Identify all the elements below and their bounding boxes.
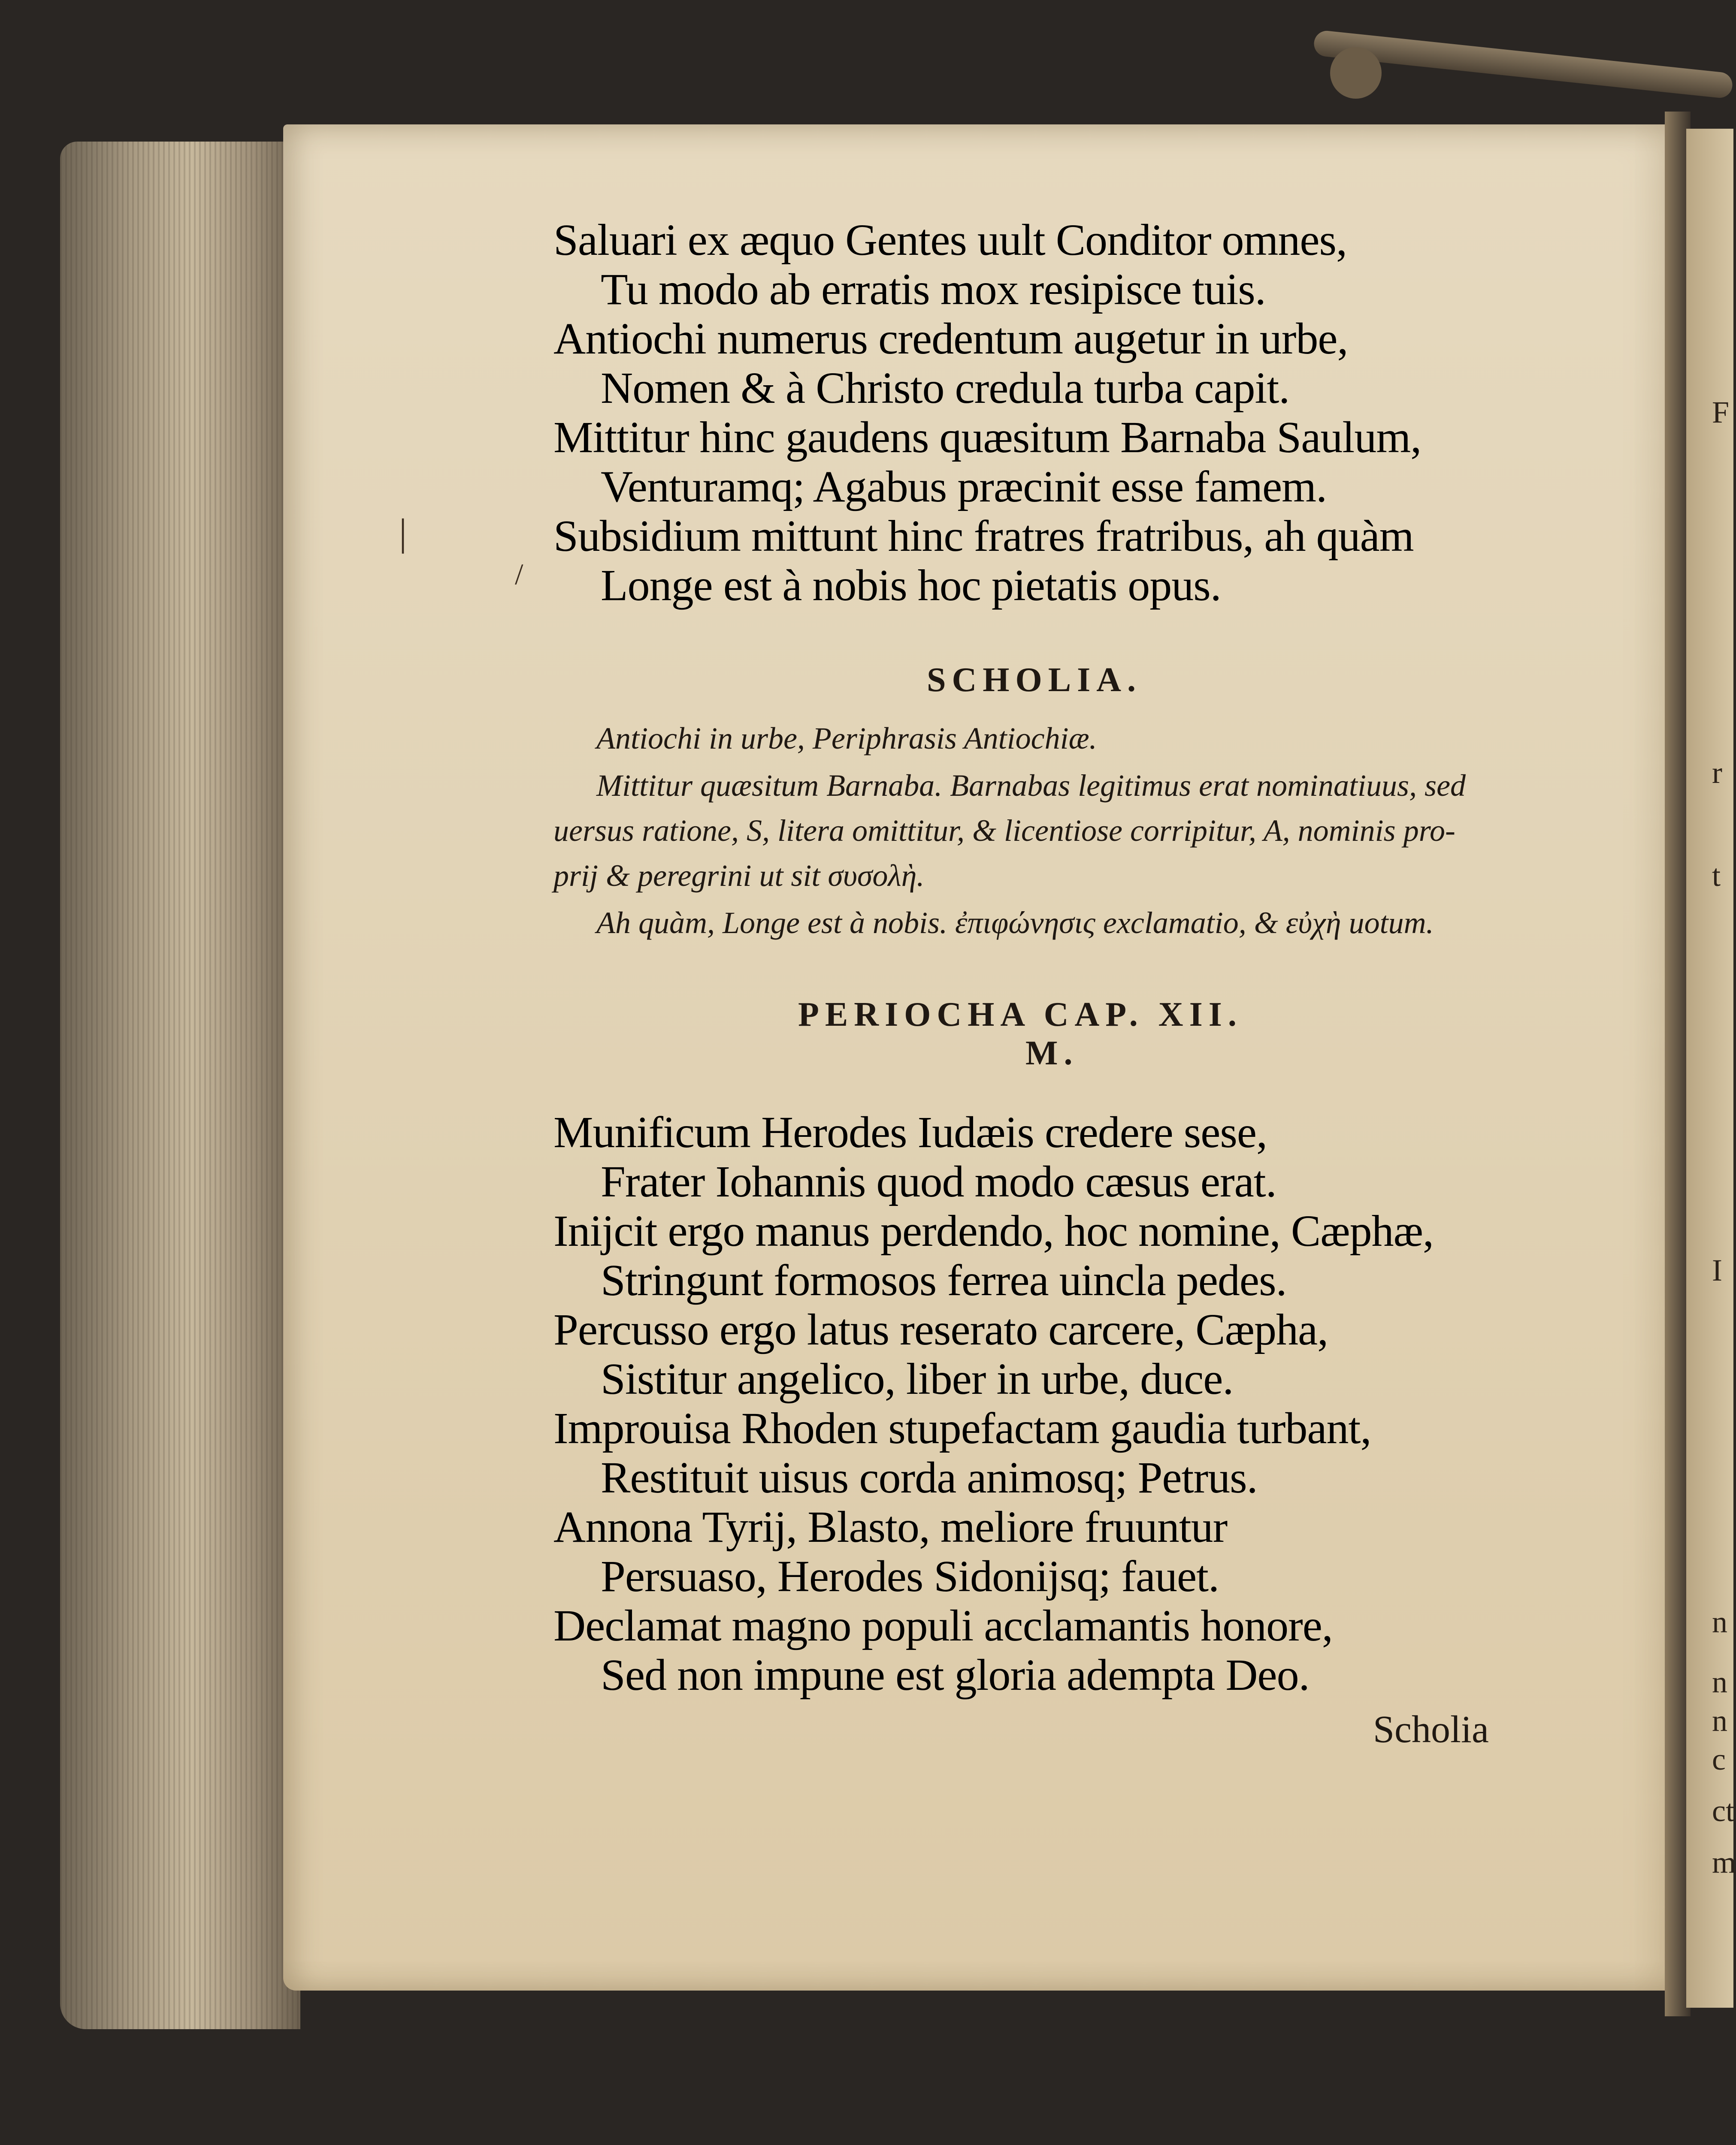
scholia-line: uersus ratione, S, litera omittitur, & licentiose corripitur, A, nominis pro- (553, 813, 1456, 848)
verse-line: Frater Iohannis quod modo cæsus erat. (601, 1157, 1276, 1206)
periocha-subheading: M. (1025, 1034, 1079, 1072)
verse-line: Persuaso, Herodes Sidonijsq; fauet. (601, 1552, 1219, 1601)
facing-page-glyph: I (1712, 1253, 1722, 1287)
verse-line: Mittitur hinc gaudens quæsitum Barnaba Saulum, (553, 413, 1421, 462)
scholia-line: Mittitur quæsitum Barnaba. Barnabas legitimus erat nominatiuus, sed (596, 768, 1466, 803)
facing-page-glyph: m (1712, 1845, 1736, 1879)
verse-line: Inijcit ergo manus perdendo, hoc nomine, Cæphæ, (553, 1206, 1434, 1256)
catchword: Scholia (1373, 1708, 1489, 1751)
scholia-heading: SCHOLIA. (927, 661, 1142, 699)
margin-mark: | (399, 511, 407, 554)
margin-mark: / (515, 558, 523, 591)
verse-line: Sistitur angelico, liber in urbe, duce. (601, 1354, 1234, 1404)
verse-line: Munificum Herodes Iudæis credere sese, (553, 1108, 1267, 1157)
verse-line: Restituit uisus corda animosq; Petrus. (601, 1453, 1258, 1502)
book-fore-edge (60, 142, 300, 2029)
verse-line: Antiochi numerus credentum augetur in urbe, (553, 314, 1348, 363)
bookmark-knot (1330, 47, 1382, 99)
facing-page-glyph: n (1712, 1704, 1727, 1738)
scholia-line: Antiochi in urbe, Periphrasis Antiochiæ. (596, 721, 1097, 755)
facing-page-glyph: c (1712, 1742, 1726, 1776)
facing-page-glyph: n (1712, 1605, 1727, 1639)
periocha-heading: PERIOCHA CAP. XII. (798, 996, 1243, 1033)
verse-line: Percusso ergo latus reserato carcere, Cæpha, (553, 1305, 1328, 1354)
verse-line: Declamat magno populi acclamantis honore, (553, 1601, 1333, 1650)
verse-line: Improuisa Rhoden stupefactam gaudia turbant, (553, 1404, 1371, 1453)
facing-page-edge (1686, 129, 1736, 2008)
scholia-line: Ah quàm, Longe est à nobis. ἐπιφώνησις exclamatio, & εὐχὴ uotum. (596, 906, 1434, 940)
verse-line: Sed non impune est gloria adempta Deo. (601, 1650, 1310, 1700)
verse-line: Annona Tyrij, Blasto, meliore fruuntur (553, 1502, 1228, 1552)
verse-line: Stringunt formosos ferrea uincla pedes. (601, 1256, 1287, 1305)
facing-page-glyph: t (1712, 858, 1721, 893)
verse-line: Subsidium mittunt hinc fratres fratribus, ah quàm (553, 511, 1414, 561)
scholia-line: prij & peregrini ut sit συσολὴ. (553, 858, 925, 893)
verse-line: Saluari ex æquo Gentes uult Conditor omnes, (553, 215, 1347, 265)
facing-page-glyph: r (1712, 755, 1722, 790)
verse-line: Tu modo ab erratis mox resipisce tuis. (601, 265, 1266, 314)
verse-line: Nomen & à Christo credula turba capit. (601, 363, 1290, 413)
verse-line: Longe est à nobis hoc pietatis opus. (601, 561, 1221, 610)
page-edge-lines (60, 142, 300, 2029)
verse-line: Venturamq; Agabus præcinit esse famem. (601, 462, 1327, 511)
facing-page-glyph: F (1712, 395, 1730, 429)
facing-page-glyph: n (1712, 1665, 1727, 1699)
facing-page-glyph: ct (1712, 1794, 1734, 1828)
